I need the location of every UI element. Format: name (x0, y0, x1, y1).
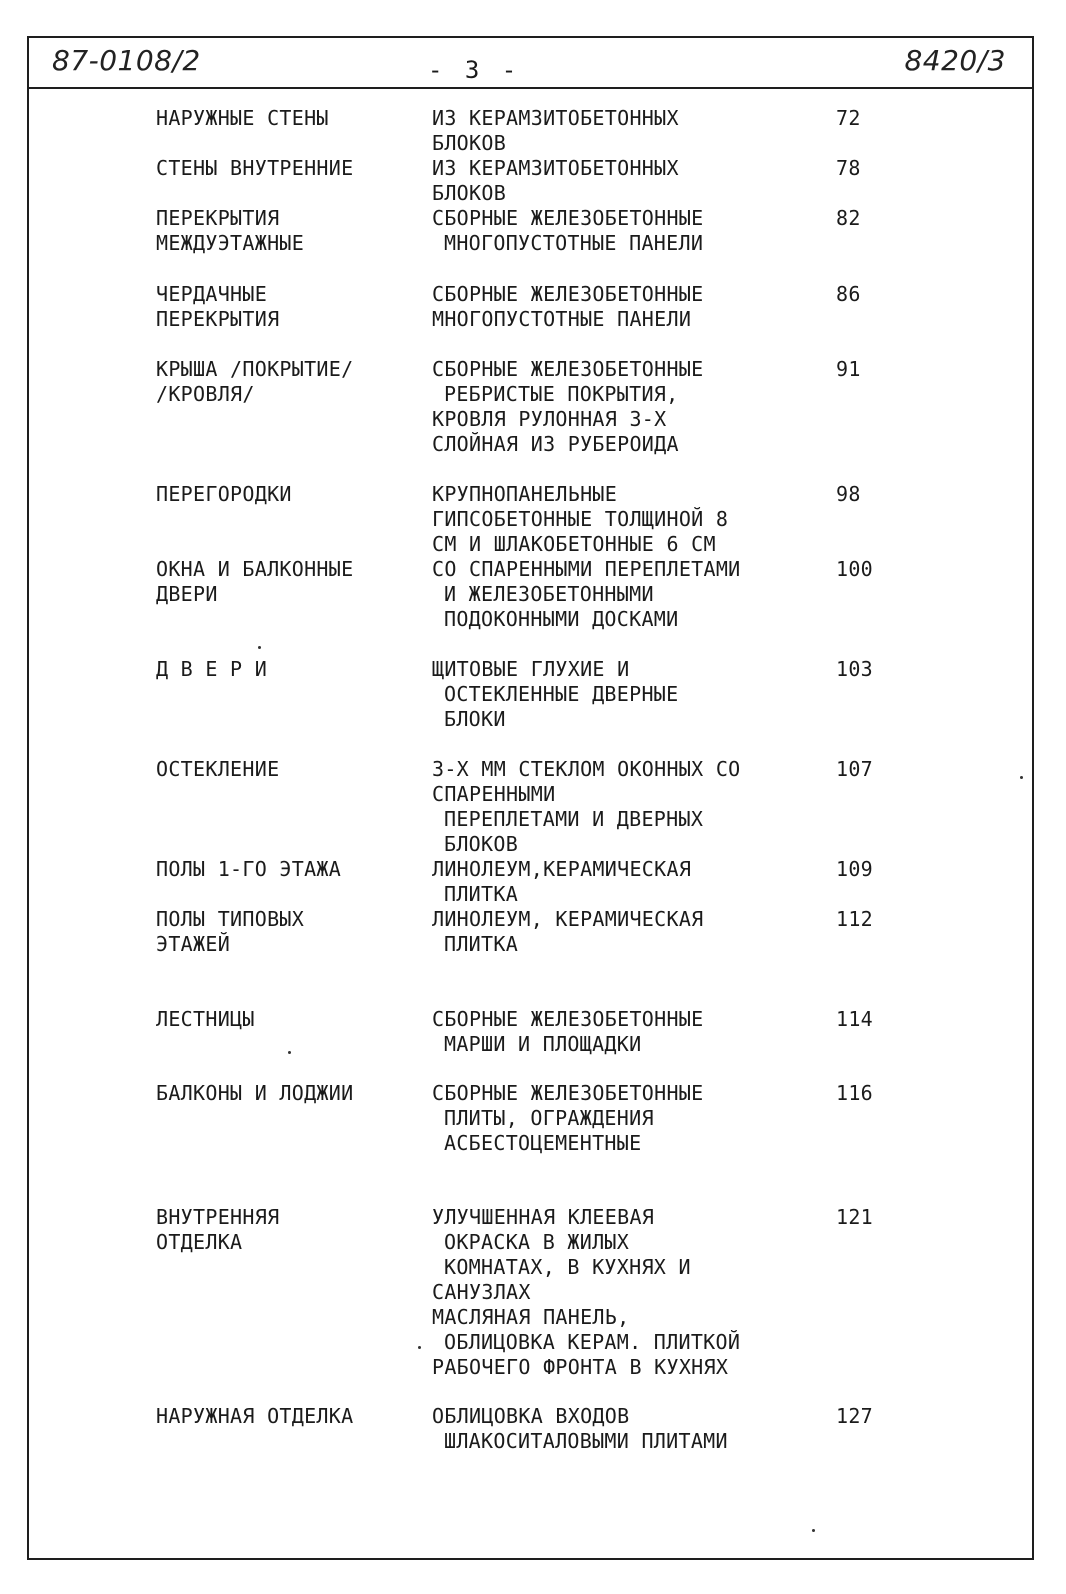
entry-description: СБОРНЫЕ ЖЕЛЕЗОБЕТОННЫЕ МАРШИ И ПЛОЩАДКИ (432, 1007, 704, 1056)
entry-page: 116 (836, 1081, 874, 1105)
header-rule (27, 87, 1034, 89)
entry-description: ЛИНОЛЕУМ, КЕРАМИЧЕСКАЯ ПЛИТКА (432, 907, 704, 956)
entry-name: ПЕРЕГОРОДКИ (156, 482, 292, 506)
entry-name: ПЕРЕКРЫТИЯ МЕЖДУЭТАЖНЫЕ (156, 206, 305, 255)
entry-name: ВНУТРЕННЯЯ ОТДЕЛКА (156, 1205, 280, 1254)
entry-description: ИЗ КЕРАМЗИТОБЕТОННЫХ БЛОКОВ (432, 156, 679, 205)
entry-page: 112 (836, 907, 874, 931)
scan-speck (258, 646, 261, 649)
entry-page: 86 (836, 282, 861, 306)
entry-name: ЛЕСТНИЦЫ (156, 1007, 255, 1031)
entry-description: СБОРНЫЕ ЖЕЛЕЗОБЕТОННЫЕ МНОГОПУСТОТНЫЕ ПАНЕЛИ (432, 282, 704, 331)
entry-name: ЧЕРДАЧНЫЕ ПЕРЕКРЫТИЯ (156, 282, 280, 331)
scan-speck (1020, 776, 1023, 779)
entry-name: ПОЛЫ 1-ГО ЭТАЖА (156, 857, 342, 881)
entry-page: 127 (836, 1404, 874, 1428)
entry-name: СТЕНЫ ВНУТРЕННИЕ (156, 156, 354, 180)
document-code-left: 87-0108/2 (52, 44, 201, 77)
page-number: - 3 - (428, 56, 521, 84)
entry-page: 121 (836, 1205, 874, 1229)
entry-description: 3-Х ММ СТЕКЛОМ ОКОННЫХ СО СПАРЕННЫМИ ПЕРЕПЛЕТАМИ И ДВЕРНЫХ БЛОКОВ (432, 757, 741, 856)
entry-description: СБОРНЫЕ ЖЕЛЕЗОБЕТОННЫЕ ПЛИТЫ, ОГРАЖДЕНИЯ АСБЕСТОЦЕМЕНТНЫЕ (432, 1081, 704, 1155)
entry-description: ОБЛИЦОВКА ВХОДОВ ШЛАКОСИТАЛОВЫМИ ПЛИТАМИ (432, 1404, 728, 1453)
entry-name: ОКНА И БАЛКОННЫЕ ДВЕРИ (156, 557, 354, 606)
entry-page: 78 (836, 156, 861, 180)
scan-speck (288, 1051, 291, 1054)
entry-description: СБОРНЫЕ ЖЕЛЕЗОБЕТОННЫЕ МНОГОПУСТОТНЫЕ ПАНЕЛИ (432, 206, 704, 255)
entry-page: 114 (836, 1007, 874, 1031)
entry-page: 72 (836, 106, 861, 130)
scan-speck (812, 1529, 815, 1532)
entry-description: КРУПНОПАНЕЛЬНЫЕ ГИПСОБЕТОННЫЕ ТОЛЩИНОЙ 8 СМ И ШЛАКОБЕТОННЫЕ 6 СМ (432, 482, 729, 556)
document-code-right: 8420/3 (904, 44, 1006, 77)
entry-name: ОСТЕКЛЕНИЕ (156, 757, 280, 781)
entry-page: 103 (836, 657, 874, 681)
entry-name: КРЫША /ПОКРЫТИЕ/ /КРОВЛЯ/ (156, 357, 354, 406)
entry-description: УЛУЧШЕННАЯ КЛЕЕВАЯ ОКРАСКА В ЖИЛЫХ КОМНАТАХ, В КУХНЯХ И САНУЗЛАХ МАСЛЯНАЯ ПАНЕЛЬ, ОБЛИЦОВКА КЕРАМ. ПЛИТКОЙ РАБОЧЕГО ФРОНТА В КУХНЯХ (432, 1205, 741, 1379)
entry-description: СО СПАРЕННЫМИ ПЕРЕПЛЕТАМИ И ЖЕЛЕЗОБЕТОННЫМИ ПОДОКОННЫМИ ДОСКАМИ (432, 557, 741, 631)
entry-name: НАРУЖНАЯ ОТДЕЛКА (156, 1404, 354, 1428)
entry-description: ЩИТОВЫЕ ГЛУХИЕ И ОСТЕКЛЕННЫЕ ДВЕРНЫЕ БЛОКИ (432, 657, 679, 731)
entry-page: 82 (836, 206, 861, 230)
entry-page: 107 (836, 757, 874, 781)
scan-speck (418, 1346, 421, 1349)
entry-name: Д В Е Р И (156, 657, 268, 681)
entry-name: ПОЛЫ ТИПОВЫХ ЭТАЖЕЙ (156, 907, 305, 956)
entry-page: 98 (836, 482, 861, 506)
entry-page: 91 (836, 357, 861, 381)
entry-page: 100 (836, 557, 874, 581)
entry-description: ИЗ КЕРАМЗИТОБЕТОННЫХ БЛОКОВ (432, 106, 679, 155)
entry-page: 109 (836, 857, 874, 881)
entry-name: БАЛКОНЫ И ЛОДЖИИ (156, 1081, 354, 1105)
entry-name: НАРУЖНЫЕ СТЕНЫ (156, 106, 329, 130)
entry-description: СБОРНЫЕ ЖЕЛЕЗОБЕТОННЫЕ РЕБРИСТЫЕ ПОКРЫТИЯ, КРОВЛЯ РУЛОННАЯ 3-Х СЛОЙНАЯ ИЗ РУБЕРОИДА (432, 357, 704, 456)
entry-description: ЛИНОЛЕУМ,КЕРАМИЧЕСКАЯ ПЛИТКА (432, 857, 692, 906)
